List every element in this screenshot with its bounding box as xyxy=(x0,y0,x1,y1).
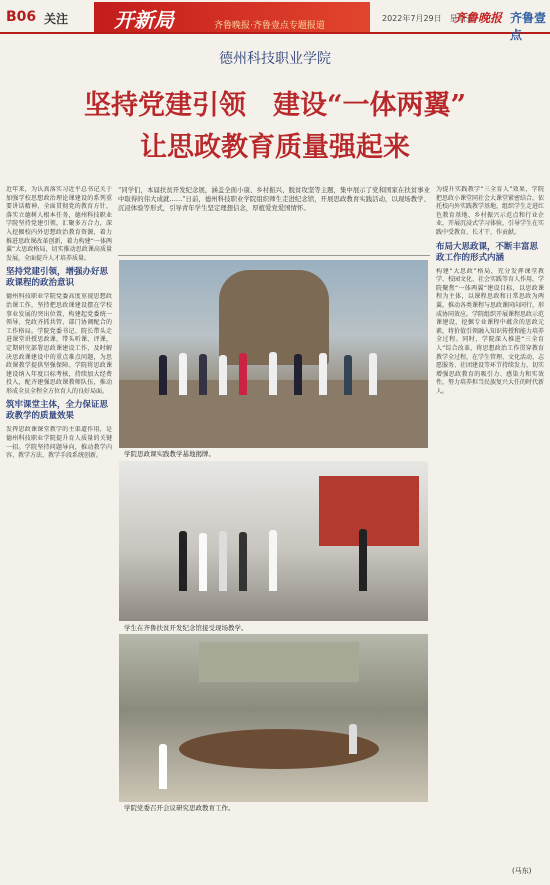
article-intro: “同学们，本届扶贫开发纪念展，涵盖全面小康、乡村振兴、脱贫攻坚等主题，集中展示了党和国家在扶贫事业中取得的伟大成就……”日前，德州科技职业学院组织师生走进纪念馆，开展思政教育实践活动，以现场教学、沉浸体验等形式，引导青年学生坚定理想信念，厚植爱党爱国情怀。 xyxy=(118,186,430,256)
photo-meeting-room xyxy=(119,634,428,802)
body-paragraph: 发挥思政课课堂教学的主渠道作用，是德州科技职业学院提升育人质量的关键一招。学院坚持问题导向，推动教学内容、教学方法、教学手段系统创新。 xyxy=(6,426,112,460)
statue-shape xyxy=(219,270,329,365)
newspaper-logo: 齐鲁晚报 xyxy=(454,11,503,25)
person-figure xyxy=(159,744,167,789)
headline-line-2: 让思政教育质量强起来 xyxy=(140,132,410,163)
page-header xyxy=(0,0,550,42)
person-figure xyxy=(159,355,167,395)
subheading: 坚持党建引领，增强办好思政课程的政治意识 xyxy=(6,267,109,289)
person-figure xyxy=(199,354,207,395)
person-figure xyxy=(319,353,327,395)
body-paragraph: 构建“大思政”格局，充分发挥课堂教学、校园文化、社会实践等育人作用，学院聚焦“一体两翼”建设目标，以思政课程为主体，以课程思政和日常思政为两翼，推动各类课程与思政课同向同行，形成协同效应。学院组织开展课程思政示范课建设，挖掘专业课程中蕴含的思政元素，将价值引领融入知识传授和能力培养全过程。同时，学院深入推进“三全育人”综合改革，将思想政治工作贯穿教育教学全过程，在学生管理、文化活动、志愿服务、社团建设等环节持续发力，切实增强思政教育的吸引力、感染力和实效性，努力培养担当民族复兴大任的时代新人。 xyxy=(436,267,544,395)
banner-title: 开新局 xyxy=(114,8,174,32)
app-logo: 齐鲁壹点 xyxy=(510,11,547,42)
exhibit-panel xyxy=(319,476,419,546)
column-1 xyxy=(6,186,112,876)
body-paragraph: 德州科技职业学院党委高度重视思想政治课工作，坚持把思政课建设摆在学校事业发展的突出位置，构建起党委统一领导、党政齐抓共管、部门协调配合的工作格局。学院党委书记、院长带头走进课堂讲授思政课，带头听课、评课，定期研究部署思政课建设工作，及时解决思政课建设中的重点难点问题，为思政课教学提供坚强保障。学院将思政课建设纳入年度目标考核，持续加大经费投入，配齐建强思政课教师队伍，推动形成全员全程全方位育人的良好局面。 xyxy=(6,293,112,395)
subheading: 筑牢课堂主体，全力保证思政教学的质量效果 xyxy=(6,400,109,422)
headline-line-1: 坚持党建引领 建设“一体两翼” xyxy=(83,90,467,121)
wall-painting xyxy=(199,642,359,682)
person-figure xyxy=(359,529,367,591)
column-4 xyxy=(436,186,544,876)
person-figure xyxy=(179,353,187,395)
author-byline: (马东) xyxy=(512,867,532,875)
person-figure xyxy=(344,355,352,395)
person-figure xyxy=(369,353,377,395)
photo-exhibition-visit xyxy=(119,461,428,621)
photo-caption: 学生在齐鲁扶贫开发纪念馆接受现场教学。 xyxy=(124,624,248,632)
dateline: 2022年7月29日 星期五 xyxy=(382,14,474,23)
person-figure xyxy=(179,531,187,591)
person-figure xyxy=(239,532,247,591)
body-paragraph: 近年来，为认真落实习近平总书记关于加强学校思想政治理论课建设的系列重要讲话精神，全面贯彻党的教育方针，落实立德树人根本任务，德州科技职业学院坚持党建引领，汇聚多方合力，深入挖掘校内外思想政治教育资源，着力推进思政课改革创新，着力构建“一体两翼”大思政格局，切实推动思政课高质量发展，全面提升人才培养质量。 xyxy=(6,186,112,262)
person-figure xyxy=(199,533,207,591)
page-number: B06 xyxy=(6,9,37,25)
section-banner xyxy=(94,2,370,32)
person-figure xyxy=(219,355,227,395)
person-figure xyxy=(219,531,227,591)
person-figure xyxy=(294,354,302,395)
person-figure xyxy=(239,353,247,395)
person-figure xyxy=(349,724,357,754)
banner-subtitle: 齐鲁晚报·齐鲁壹点专题报道 xyxy=(214,21,325,31)
body-paragraph: 为提升实践教学“三全育人”效果，学院把思政小课堂同社会大课堂紧密结合，依托校内外实践教学基地，组织学生走进红色教育基地、乡村振兴示范点和行业企业，开展沉浸式学习体验，引导学生在实践中受教育、长才干、作贡献。 xyxy=(436,186,544,236)
section-label: 关注 xyxy=(44,12,69,26)
person-figure xyxy=(269,530,277,591)
person-figure xyxy=(269,352,277,395)
photo-caption: 学院党委召开会议研究思政教育工作。 xyxy=(124,804,235,812)
photo-caption: 学院思政课实践教学基地揭牌。 xyxy=(124,450,215,458)
article-kicker: 德州科技职业学院 xyxy=(219,51,331,67)
photo-memorial-group xyxy=(119,260,428,448)
subheading: 布局大思政课，不断丰富思政工作的形式内涵 xyxy=(436,241,539,263)
